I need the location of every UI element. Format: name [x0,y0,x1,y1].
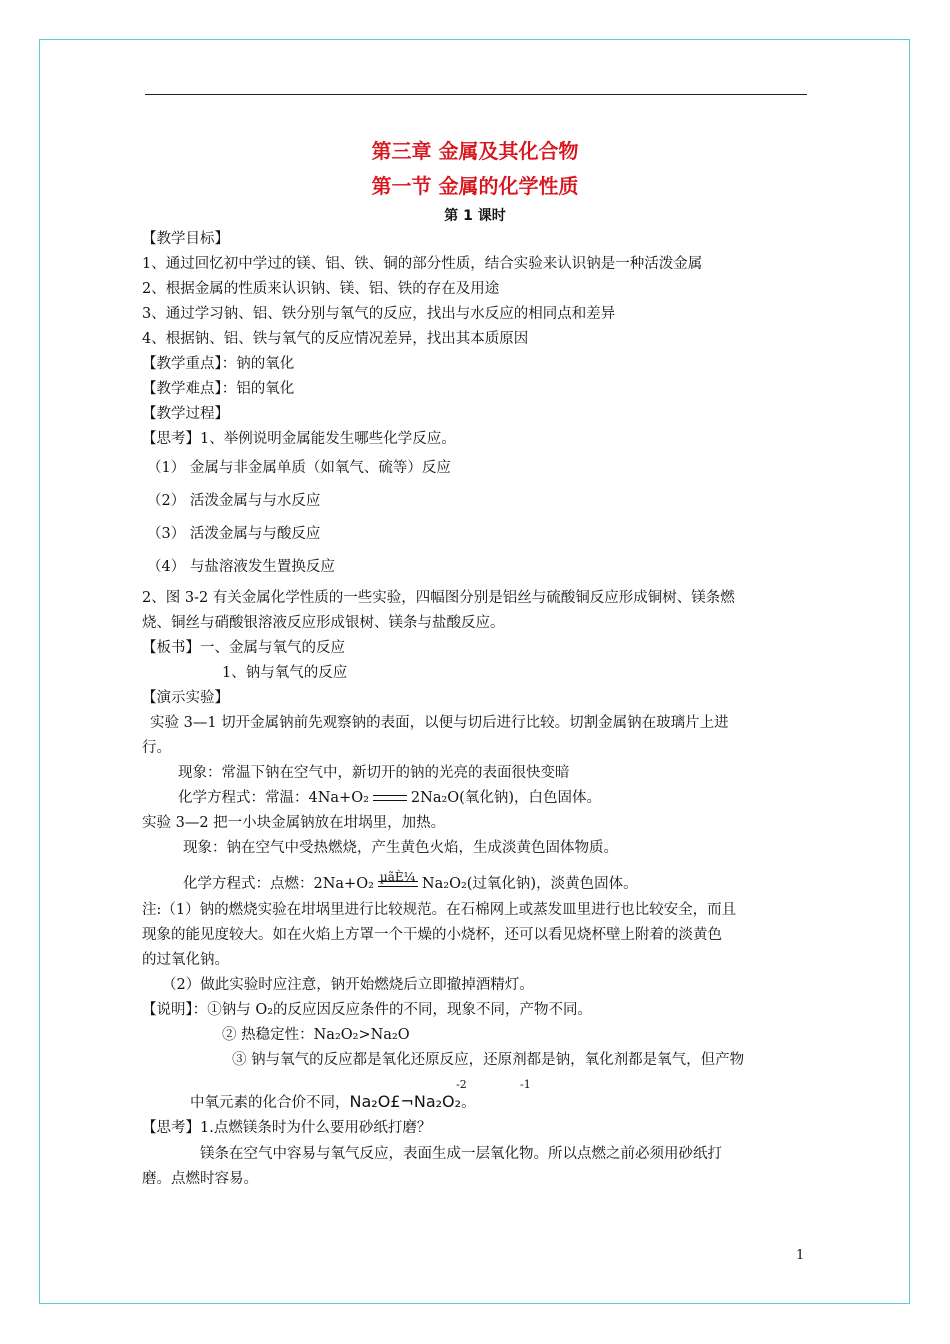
lesson-title: 第 1 课时 [444,208,506,224]
text-line: 【教学过程】 [142,406,229,422]
valence-text: 中氧元素的化合价不同， [190,1095,350,1111]
section-title: 第一节 金属的化学性质 [371,174,579,198]
formula-na2o2: £¬Na₂O₂ [390,1092,462,1111]
equation-line [183,870,638,894]
text-line: 【教学难点】：铝的氧化 [142,381,295,397]
text-line: 【思考】1、举例说明金属能发生哪些化学反应。 [142,431,456,447]
text-line: 镁条在空气中容易与氧气反应，表面生成一层氧化物。所以点燃之前必须用砂纸打 [200,1146,722,1162]
text-line: 行。 [142,740,171,756]
text-line: 2、图 3-2 有关金属化学性质的一些实验，四幅图分别是铝丝与硫酸铜反应形成铜树、镁条燃 [142,590,735,606]
text-line: 4、根据钠、铝、铁与氧气的反应情况差异，找出其本质原因 [142,331,529,347]
line-end: 。 [461,1095,476,1111]
text-line: 实验 3—1 切开金属钠前先观察钠的表面，以便与切后进行比较。切割金属钠在玻璃片上进 [150,715,729,731]
text-line: 【说明】：①钠与 O₂的反应因反应条件的不同，现象不同，产物不同。 [142,1002,593,1018]
ignition-condition [378,870,418,887]
text-line: 实验 3—2 把一小块金属钠放在坩埚里，加热。 [142,815,446,831]
text-line: ③ 钠与氧气的反应都是氧化还原反应，还原剂都是钠，氧化剂都是氧气，但产物 [232,1052,745,1068]
equation-line [178,788,601,808]
text-line: 现象：常温下钠在空气中，新切开的钠的光亮的表面很快变暗 [178,765,570,781]
formula-na2o: Na₂O [349,1092,391,1111]
valence-minus-2: -2 [456,1078,467,1091]
equation-left: 化学方程式：常温：4Na+O₂ [178,790,369,806]
condition-label: µãÈ¼ [379,870,416,884]
text-line: 2、根据金属的性质来认识钠、镁、铝、铁的存在及用途 [142,281,500,297]
equation-right: 2Na₂O(氧化钠)，白色固体。 [410,790,601,806]
text-line: 的过氧化钠。 [142,952,229,968]
text-line: 3、通过学习钠、铝、铁分别与氧气的反应，找出与水反应的相同点和差异 [142,306,616,322]
text-line: 【演示实验】 [142,690,229,706]
equals-sign [373,795,407,801]
text-line: 【板书】一、金属与氧气的反应 [142,640,345,656]
text-line: 1、钠与氧气的反应 [222,665,348,681]
text-line: 【教学目标】 [142,231,229,247]
header-rule [145,94,807,95]
text-line: 现象的能见度较大。如在火焰上方罩一个干燥的小烧杯，还可以看见烧杯壁上附着的淡黄色 [142,927,722,943]
chapter-title: 第三章 金属及其化合物 [371,139,579,163]
valence-line [190,1092,476,1113]
list-item: （4） 与盐溶液发生置换反应 [147,559,335,575]
list-item: （1） 金属与非金属单质（如氧气、硫等）反应 [147,460,451,476]
text-line: （2）做此实验时应注意，钠开始燃烧后立即撤掉酒精灯。 [162,977,534,993]
equation-left: 化学方程式：点燃：2Na+O₂ [183,876,374,892]
text-line: 磨。点燃时容易。 [142,1171,258,1187]
text-line: 【思考】1.点燃镁条时为什么要用砂纸打磨？ [142,1120,432,1136]
text-line: ② 热稳定性：Na₂O₂>Na₂O [222,1027,410,1043]
equation-right: Na₂O₂(过氧化钠)，淡黄色固体。 [421,876,638,892]
valence-minus-1: -1 [520,1078,531,1091]
text-line: 【教学重点】：钠的氧化 [142,356,295,372]
text-line: 注:（1）钠的燃烧实验在坩埚里进行比较规范。在石棉网上或蒸发皿里进行也比较安全，而且 [142,902,737,918]
text-line: 现象：钠在空气中受热燃烧，产生黄色火焰，生成淡黄色固体物质。 [183,840,618,856]
text-line: 烧、铜丝与硝酸银溶液反应形成银树、镁条与盐酸反应。 [142,615,505,631]
page-number: 1 [796,1248,805,1263]
text-line: 1、通过回忆初中学过的镁、铝、铁、铜的部分性质，结合实验来认识钠是一种活泼金属 [142,256,703,272]
list-item: （3） 活泼金属与与酸反应 [147,526,321,542]
list-item: （2） 活泼金属与与水反应 [147,493,321,509]
